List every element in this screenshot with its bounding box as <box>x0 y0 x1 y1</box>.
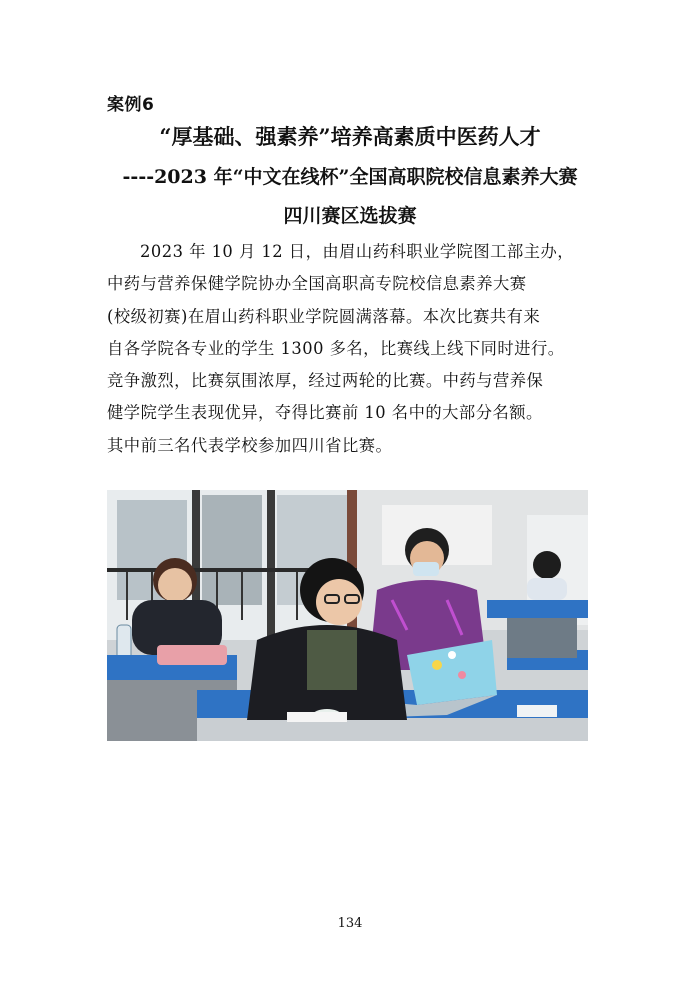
case-label: 案例6 <box>107 95 155 115</box>
body-line: 2023 年 10 月 12 日，由眉山药科职业学院图工部主办， <box>140 242 575 261</box>
competition-photo <box>107 490 588 741</box>
subtitle-line-2: 四川赛区选拔赛 <box>283 205 417 227</box>
body-paragraph <box>107 236 593 462</box>
page-number: 134 <box>337 916 363 931</box>
page-title: “厚基础、强素养”培养高素质中医药人才 <box>159 124 541 149</box>
body-line: 健学院学生表现优异，夺得比赛前 10 名中的大部分名额。 <box>107 403 543 423</box>
body-line: (校级初赛)在眉山药科职业学院圆满落幕。本次比赛共有来 <box>107 306 541 326</box>
subtitle-line-1: ----2023 年“中文在线杯”全国高职院校信息素养大赛 <box>122 166 578 188</box>
body-line: 其中前三名代表学校参加四川省比赛。 <box>107 435 393 455</box>
classroom-illustration <box>107 490 588 741</box>
body-line: 自各学院各专业的学生 1300 多名，比赛线上线下同时进行。 <box>107 338 565 358</box>
body-line: 中药与营养保健学院协办全国高职高专院校信息素养大赛 <box>107 274 527 294</box>
body-line: 竞争激烈，比赛氛围浓厚，经过两轮的比赛。中药与营养保 <box>107 371 544 391</box>
